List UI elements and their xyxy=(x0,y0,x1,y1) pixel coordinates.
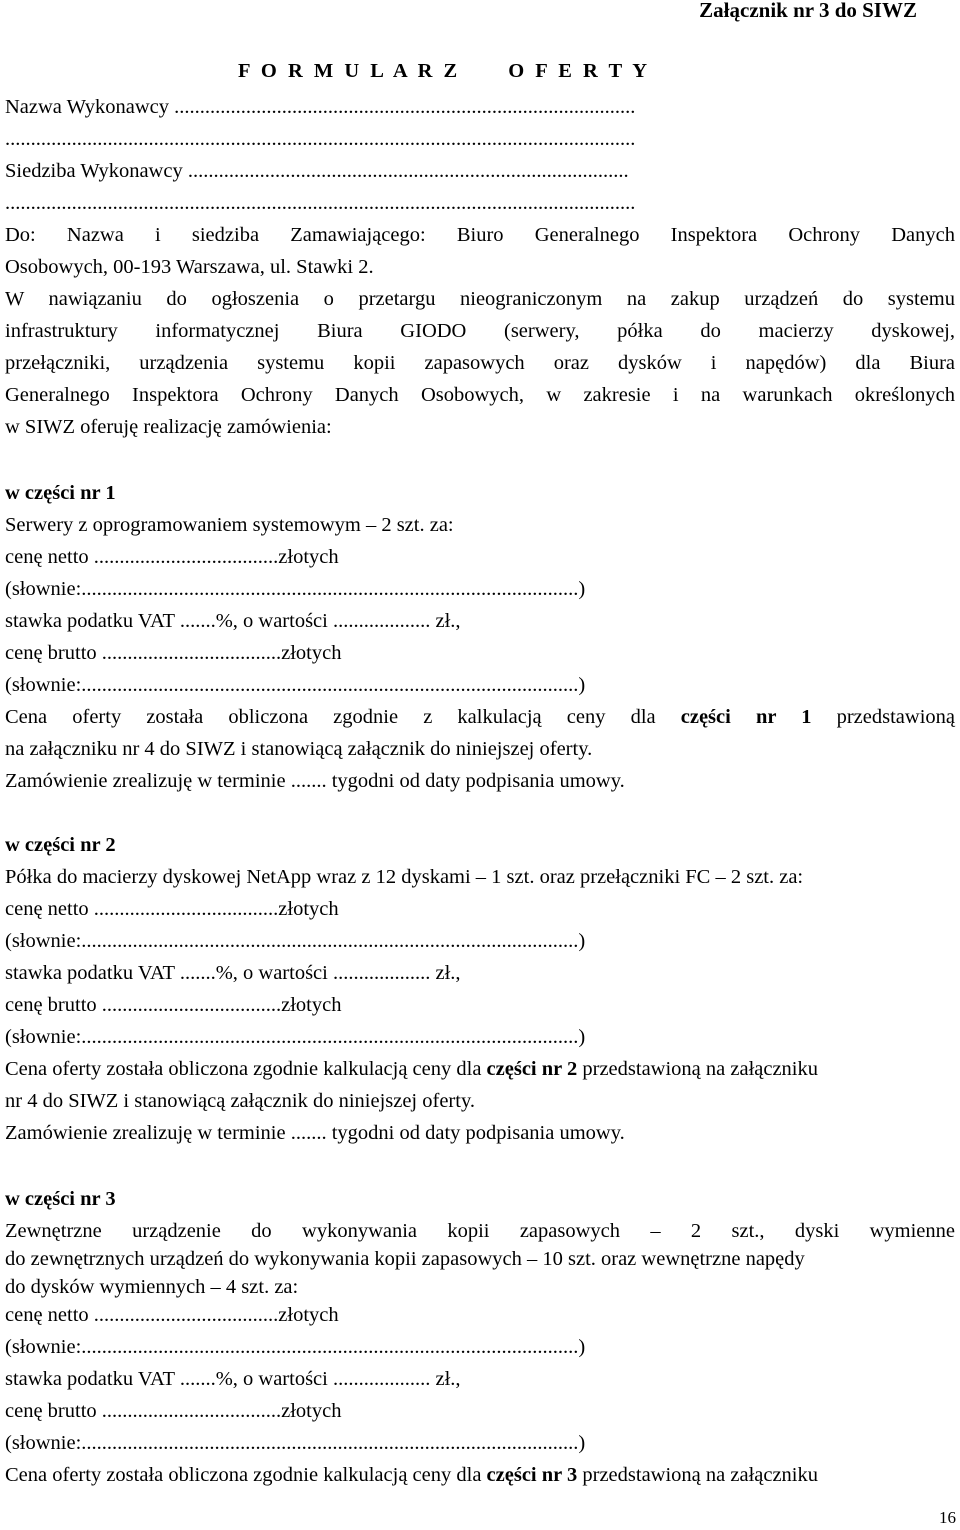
recipient-line-1: Do: Nazwa i siedziba Zamawiającego: Biuro Generalnego Inspektora Ochrony Danych xyxy=(5,224,955,246)
part3-calc-line-1 xyxy=(5,1462,955,1488)
part2-deadline: Zamówienie zrealizuję w terminie ....... tygodni od daty podpisania umowy. xyxy=(5,1122,625,1144)
part3-calc-bold: części nr 3 xyxy=(486,1464,578,1486)
part1-item: Serwery z oprogramowaniem systemowym – 2 szt. za: xyxy=(5,514,454,536)
part2-gross-words: (słownie:.................................................................................................) xyxy=(5,1026,586,1048)
part1-calc-line-2: na załączniku nr 4 do SIWZ i stanowiącą załącznik do niniejszej oferty. xyxy=(5,738,593,760)
part2-calc-bold: części nr 2 xyxy=(486,1058,578,1080)
part1-deadline: Zamówienie zrealizuję w terminie ....... tygodni od daty podpisania umowy. xyxy=(5,770,625,792)
part1-calc-text: Cena oferty została obliczona zgodnie z kalkulacją ceny dla xyxy=(5,706,681,728)
part3-gross-words: (słownie:.................................................................................................) xyxy=(5,1432,586,1454)
part3-vat: stawka podatku VAT .......%, o wartości ................... zł., xyxy=(5,1368,461,1390)
part3-calc-end: przedstawioną na załączniku xyxy=(577,1464,819,1486)
form-title-part-2: O F E R T Y xyxy=(508,60,651,82)
intro-line-3: przełączniki, urządzenia systemu kopii zapasowych oraz dysków i napędów) dla Biura xyxy=(5,352,955,374)
part1-calc-end: przedstawioną xyxy=(811,706,955,728)
part3-calc-text: Cena oferty została obliczona zgodnie kalkulacją ceny dla xyxy=(5,1464,487,1486)
part3-net-words: (słownie:.................................................................................................) xyxy=(5,1336,586,1358)
part2-item: Półka do macierzy dyskowej NetApp wraz z 12 dyskami – 1 szt. oraz przełączniki FC – 2 szt. za: xyxy=(5,866,804,888)
contractor-name-continued: ........................................................................................................................... xyxy=(5,128,636,150)
part1-gross-words: (słownie:.................................................................................................) xyxy=(5,674,586,696)
part1-heading: w części nr 1 xyxy=(5,482,116,504)
part2-net-words: (słownie:.................................................................................................) xyxy=(5,930,586,952)
contractor-seat-continued: ........................................................................................................................... xyxy=(5,192,636,214)
part1-vat: stawka podatku VAT .......%, o wartości ................... zł., xyxy=(5,610,461,632)
contractor-seat: Siedziba Wykonawcy ...................................................................................... xyxy=(5,160,629,182)
part1-gross-price: cenę brutto ...................................złotych xyxy=(5,642,342,664)
contractor-name: Nazwa Wykonawcy .......................................................................................... xyxy=(5,96,636,118)
part3-net-price: cenę netto ....................................złotych xyxy=(5,1304,339,1326)
part1-calc-line-1 xyxy=(5,704,955,730)
part2-heading: w części nr 2 xyxy=(5,834,116,856)
intro-line-5: w SIWZ oferuję realizację zamówienia: xyxy=(5,416,332,438)
part3-item-line-3: do dysków wymiennych – 4 szt. za: xyxy=(5,1276,299,1298)
attachment-label: Załącznik nr 3 do SIWZ xyxy=(699,0,917,22)
part3-heading: w części nr 3 xyxy=(5,1188,116,1210)
part3-gross-price: cenę brutto ...................................złotych xyxy=(5,1400,342,1422)
form-title xyxy=(238,60,650,83)
part2-calc-end: przedstawioną na załączniku xyxy=(577,1058,819,1080)
part2-net-price: cenę netto ....................................złotych xyxy=(5,898,339,920)
part2-gross-price: cenę brutto ...................................złotych xyxy=(5,994,342,1016)
recipient-line-2: Osobowych, 00-193 Warszawa, ul. Stawki 2. xyxy=(5,256,374,278)
part3-item-line-1: Zewnętrzne urządzenie do wykonywania kopii zapasowych – 2 szt., dyski wymienne xyxy=(5,1220,955,1242)
part2-calc-line-1 xyxy=(5,1056,955,1082)
part1-net-price: cenę netto ....................................złotych xyxy=(5,546,339,568)
part1-net-words: (słownie:.................................................................................................) xyxy=(5,578,586,600)
part2-calc-text: Cena oferty została obliczona zgodnie kalkulacją ceny dla xyxy=(5,1058,487,1080)
part3-item-line-2: do zewnętrznych urządzeń do wykonywania kopii zapasowych – 10 szt. oraz wewnętrzne napędy xyxy=(5,1248,805,1270)
part1-calc-bold: części nr 1 xyxy=(680,706,812,728)
intro-line-2: infrastruktury informatycznej Biura GIODO (serwery, półka do macierzy dyskowej, xyxy=(5,320,955,342)
intro-line-1: W nawiązaniu do ogłoszenia o przetargu nieograniczonym na zakup urządzeń do systemu xyxy=(5,288,955,310)
part2-calc-line-2: nr 4 do SIWZ i stanowiącą załącznik do niniejszej oferty. xyxy=(5,1090,475,1112)
part2-vat: stawka podatku VAT .......%, o wartości ................... zł., xyxy=(5,962,461,984)
intro-line-4: Generalnego Inspektora Ochrony Danych Osobowych, w zakresie i na warunkach określonych xyxy=(5,384,955,406)
page-number: 16 xyxy=(939,1508,956,1527)
form-title-part-1: F O R M U L A R Z xyxy=(238,60,461,82)
